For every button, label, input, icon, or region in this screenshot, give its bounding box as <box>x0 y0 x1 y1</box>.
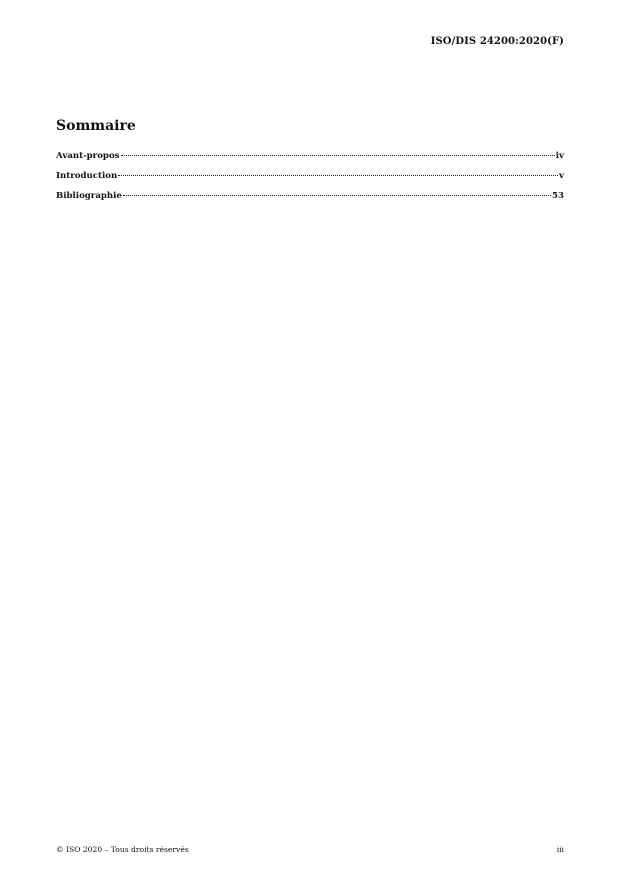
toc-entry-label[interactable]: Avant-propos <box>56 151 120 161</box>
dot-leader <box>123 195 551 196</box>
dot-leader <box>121 155 555 156</box>
toc-entry-label[interactable]: Introduction <box>56 171 118 181</box>
toc-entry-introduction[interactable] <box>56 171 564 191</box>
toc-entry-page: v <box>559 171 564 181</box>
toc-entry-label[interactable]: Bibliographie <box>56 191 122 201</box>
toc-entry-bibliographie[interactable] <box>56 191 564 211</box>
toc-entry-page: 53 <box>552 191 564 201</box>
toc-entry-page: iv <box>555 151 564 161</box>
dot-leader <box>118 175 558 176</box>
table-of-contents <box>56 151 564 211</box>
document-id: ISO/DIS 24200:2020(F) <box>430 36 564 47</box>
footer-page-number: iii <box>556 845 564 854</box>
footer-copyright: © ISO 2020 – Tous droits réservés <box>56 845 189 854</box>
toc-entry-avant-propos[interactable] <box>56 151 564 171</box>
toc-title: Sommaire <box>56 118 136 134</box>
